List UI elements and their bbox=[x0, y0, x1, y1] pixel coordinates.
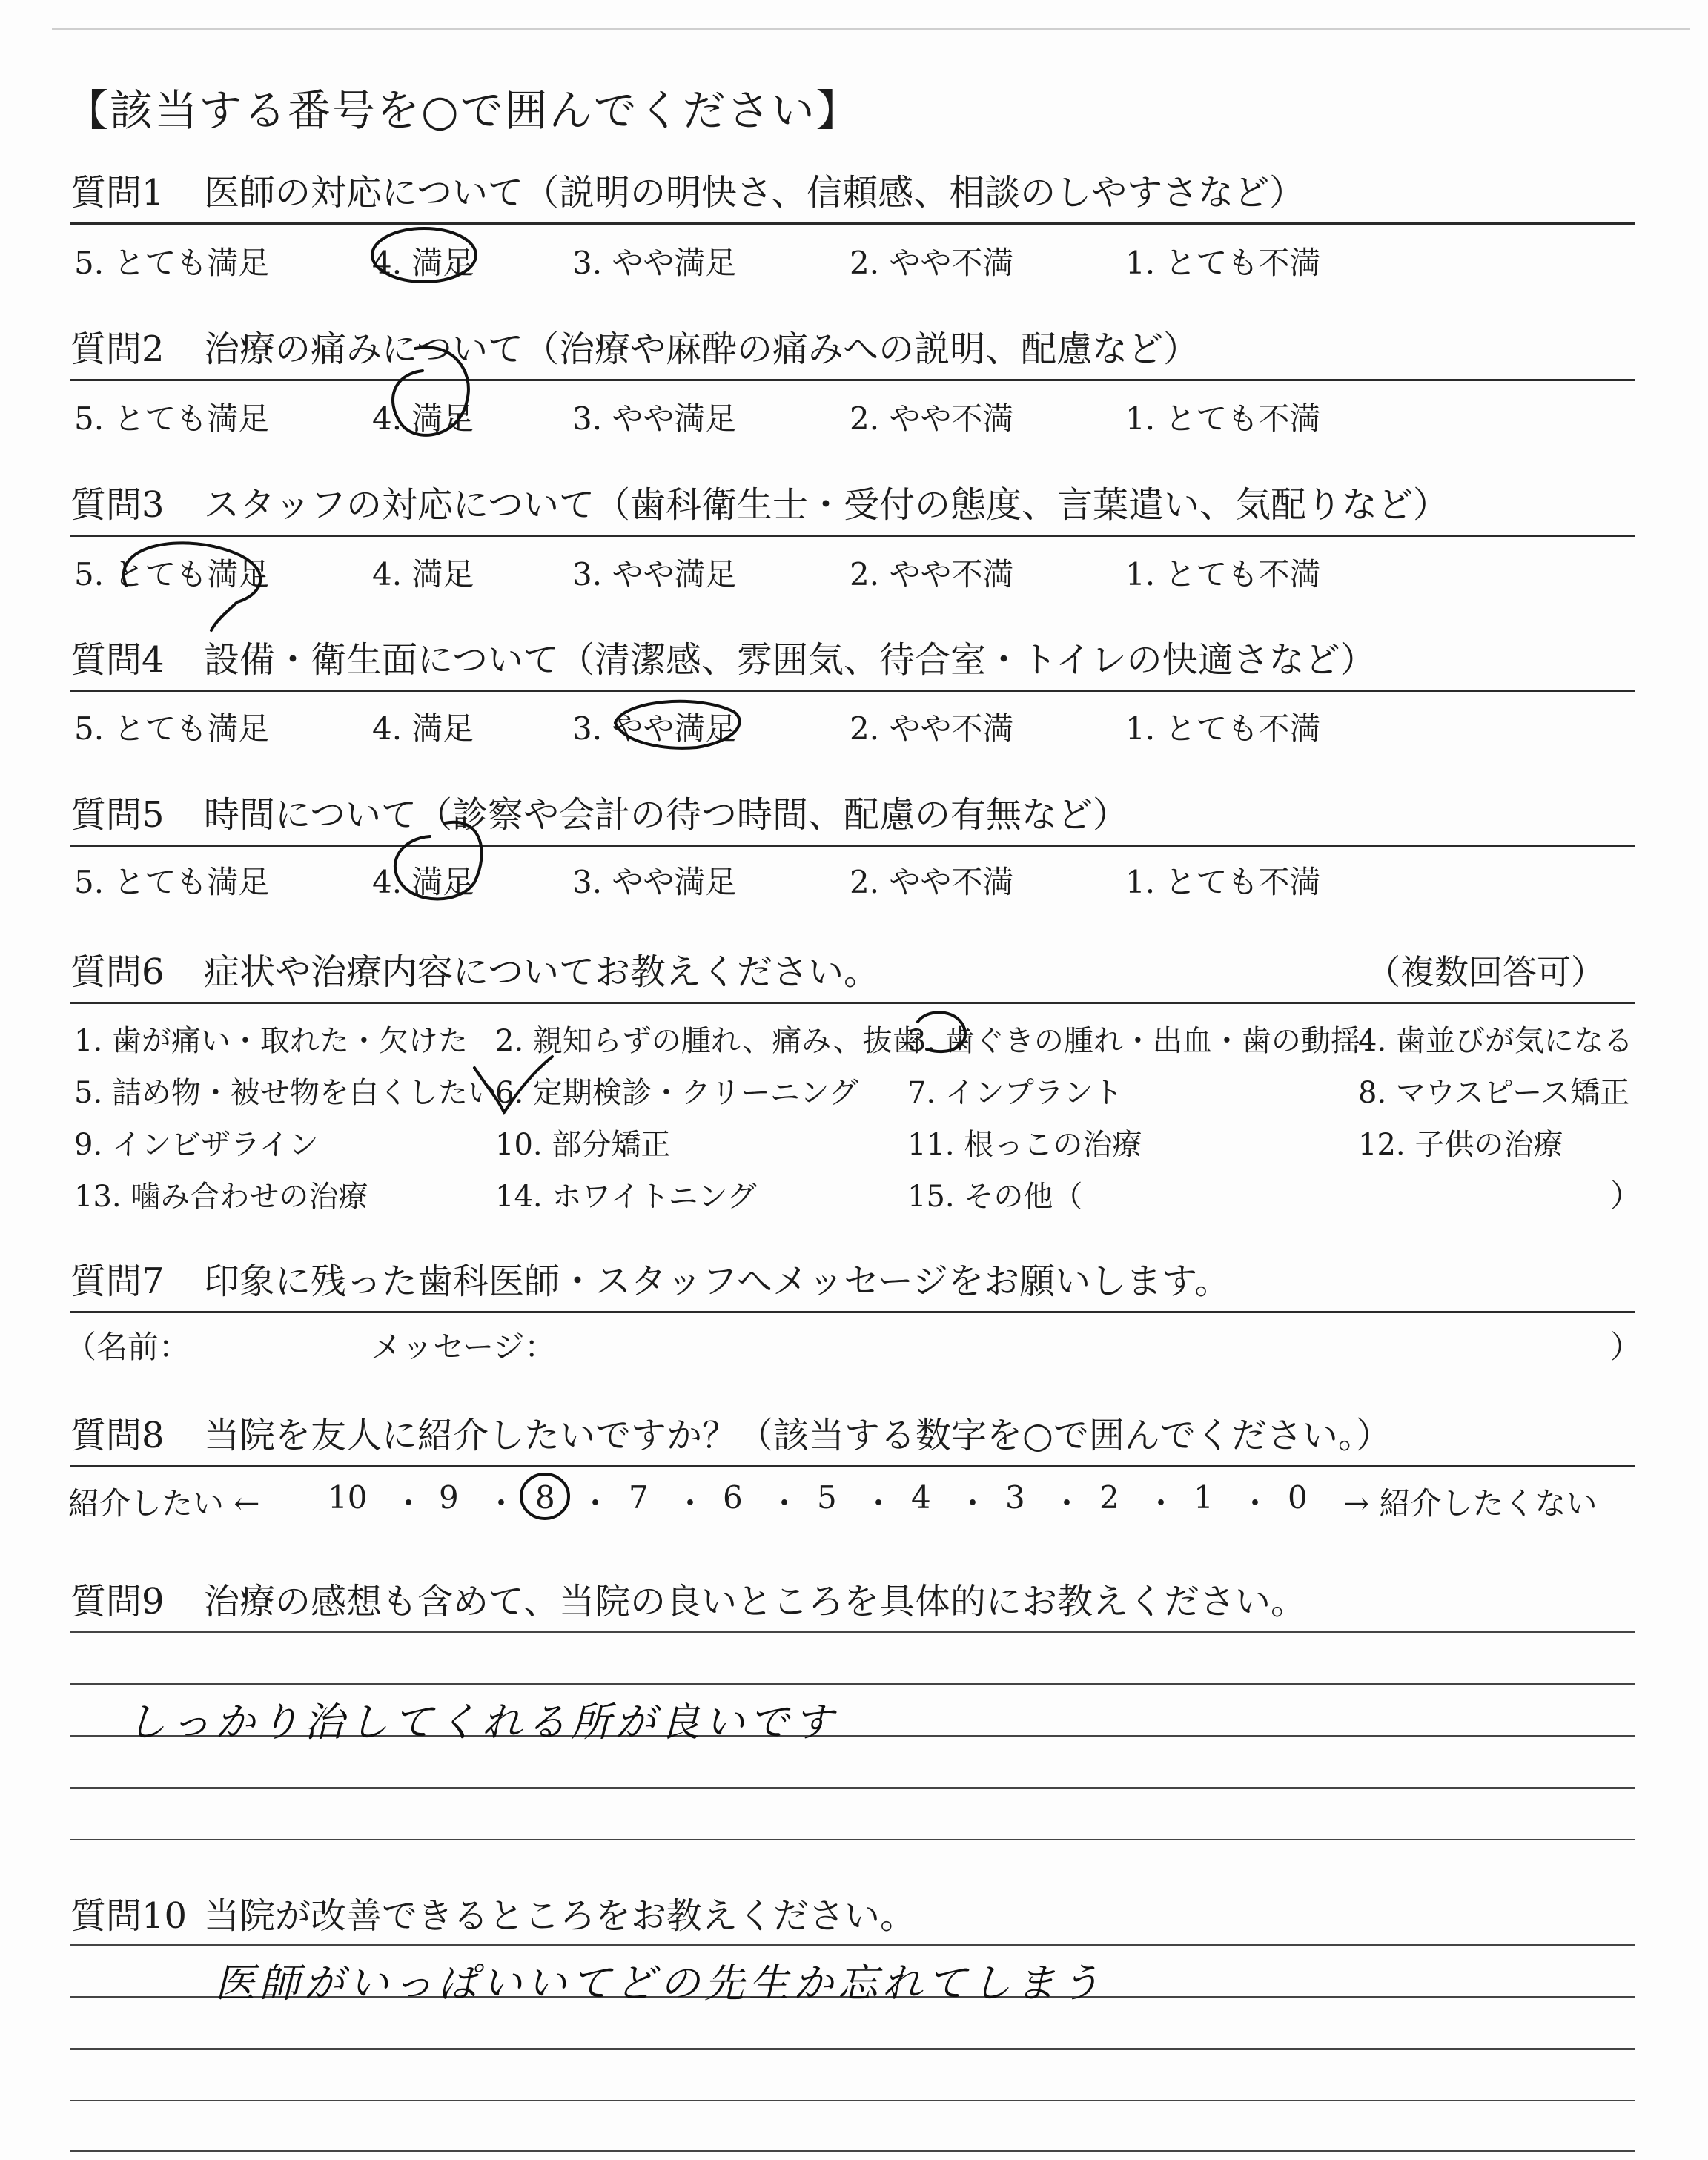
score-10[interactable]: 10 bbox=[328, 1479, 368, 1516]
score-4[interactable]: 4 bbox=[911, 1479, 931, 1516]
answer-rule bbox=[70, 1683, 1635, 1685]
q6-item-11[interactable]: 11. 根っこの治療 bbox=[907, 1128, 1142, 1162]
answer-rule bbox=[70, 2100, 1635, 2101]
q2-option-3[interactable]: 3. やや満足 bbox=[572, 400, 737, 437]
answer-rule bbox=[70, 1839, 1635, 1840]
recommend-right-label: → 紹介したくない bbox=[1343, 1485, 1598, 1522]
q6-item-1[interactable]: 1. 歯が痛い・取れた・欠けた bbox=[74, 1024, 468, 1058]
q1-option-5[interactable]: 5. とても満足 bbox=[74, 245, 270, 281]
q1-option-1[interactable]: 1. とても不満 bbox=[1125, 245, 1321, 281]
question-number: 質問9 bbox=[70, 1581, 165, 1622]
q7-name-label: （名前： bbox=[65, 1329, 191, 1365]
q6-item-3[interactable]: 3. 歯ぐきの腫れ・出血・歯の動揺 bbox=[907, 1024, 1360, 1058]
q1-option-2[interactable]: 2. やや不満 bbox=[850, 245, 1014, 281]
score-2[interactable]: 2 bbox=[1099, 1479, 1119, 1516]
q2-option-2[interactable]: 2. やや不満 bbox=[850, 400, 1014, 437]
q5-option-5[interactable]: 5. とても満足 bbox=[74, 864, 270, 900]
question-text: 症状や治療内容についてお教えください。 bbox=[204, 951, 880, 993]
question-10 bbox=[70, 1895, 1635, 1946]
q7-message-label: メッセージ： bbox=[371, 1329, 556, 1365]
q6-item-2[interactable]: 2. 親知らずの腫れ、痛み、抜歯 bbox=[495, 1024, 922, 1058]
q6-item-8[interactable]: 8. マウスピース矯正 bbox=[1358, 1076, 1630, 1110]
q6-item-7[interactable]: 7. インプラント bbox=[907, 1076, 1123, 1110]
question-text: 印象に残った歯科医師・スタッフへメッセージをお願いします。 bbox=[204, 1261, 1231, 1302]
score-separator: ・ bbox=[1051, 1485, 1083, 1522]
answer-rule bbox=[70, 1944, 1635, 1946]
score-5[interactable]: 5 bbox=[817, 1479, 837, 1516]
score-6[interactable]: 6 bbox=[723, 1479, 743, 1516]
q4-option-3[interactable]: 3. やや満足 bbox=[572, 710, 737, 747]
question-3 bbox=[70, 484, 1635, 537]
question-text: 設備・衛生面について（清潔感、雰囲気、待合室・トイレの快適さなど） bbox=[204, 639, 1376, 681]
q3-option-3[interactable]: 3. やや満足 bbox=[572, 556, 737, 592]
question-1 bbox=[70, 172, 1635, 225]
q7-close-paren: ） bbox=[1610, 1329, 1642, 1365]
q4-option-5[interactable]: 5. とても満足 bbox=[74, 710, 270, 747]
instruction-header: 【該当する番号を○で囲んでください】 bbox=[65, 85, 861, 136]
question-text: 時間について（診察や会計の待つ時間、配慮の有無など） bbox=[204, 794, 1129, 836]
score-separator: ・ bbox=[580, 1485, 612, 1522]
q4-option-1[interactable]: 1. とても不満 bbox=[1125, 710, 1321, 747]
q5-option-4[interactable]: 4. 満足 bbox=[372, 864, 474, 900]
q10-handwritten-answer[interactable]: 医師がいっぱいいてどの先生か忘れてしまう bbox=[215, 1960, 1105, 2007]
question-number: 質問6 bbox=[70, 951, 165, 993]
question-number: 質問4 bbox=[70, 639, 165, 681]
q6-other-close-paren: ） bbox=[1610, 1178, 1642, 1214]
question-text: スタッフの対応について（歯科衛生士・受付の態度、言葉遣い、気配りなど） bbox=[204, 484, 1449, 526]
question-number: 質問8 bbox=[70, 1415, 165, 1456]
q6-item-9[interactable]: 9. インビザライン bbox=[74, 1128, 319, 1162]
question-number: 質問5 bbox=[70, 794, 165, 836]
question-2 bbox=[70, 328, 1635, 381]
q2-option-4[interactable]: 4. 満足 bbox=[372, 400, 474, 437]
q1-option-3[interactable]: 3. やや満足 bbox=[572, 245, 737, 281]
q6-item-14[interactable]: 14. ホワイトニング bbox=[495, 1180, 757, 1214]
question-6 bbox=[70, 951, 1635, 1004]
score-9[interactable]: 9 bbox=[439, 1479, 459, 1516]
multiple-answers-note: （複数回答可） bbox=[1366, 952, 1605, 992]
score-8[interactable]: 8 bbox=[535, 1479, 555, 1516]
question-7 bbox=[70, 1261, 1635, 1313]
q4-option-4[interactable]: 4. 満足 bbox=[372, 710, 474, 747]
answer-rule bbox=[70, 2150, 1635, 2152]
score-separator: ・ bbox=[393, 1485, 425, 1522]
q6-item-5[interactable]: 5. 詰め物・被せ物を白くしたい bbox=[74, 1076, 497, 1110]
answer-rule bbox=[70, 1787, 1635, 1789]
question-9 bbox=[70, 1581, 1635, 1631]
q6-item-6[interactable]: 6. 定期検診・クリーニング bbox=[495, 1076, 859, 1110]
score-3[interactable]: 3 bbox=[1005, 1479, 1025, 1516]
q4-option-2[interactable]: 2. やや不満 bbox=[850, 710, 1014, 747]
score-separator: ・ bbox=[1145, 1485, 1177, 1522]
score-0[interactable]: 0 bbox=[1288, 1479, 1308, 1516]
score-separator: ・ bbox=[486, 1485, 517, 1522]
q1-option-4[interactable]: 4. 満足 bbox=[372, 245, 474, 281]
score-separator: ・ bbox=[957, 1485, 989, 1522]
q6-item-10[interactable]: 10. 部分矯正 bbox=[495, 1128, 671, 1162]
question-number: 質問3 bbox=[70, 484, 165, 526]
q3-option-2[interactable]: 2. やや不満 bbox=[850, 556, 1014, 592]
score-separator: ・ bbox=[863, 1485, 895, 1522]
score-separator: ・ bbox=[1239, 1485, 1271, 1522]
score-separator: ・ bbox=[769, 1485, 801, 1522]
q5-option-3[interactable]: 3. やや満足 bbox=[572, 864, 737, 900]
score-1[interactable]: 1 bbox=[1194, 1479, 1214, 1516]
q3-option-4[interactable]: 4. 満足 bbox=[372, 556, 474, 592]
question-number: 質問7 bbox=[70, 1261, 165, 1302]
q6-item-4[interactable]: 4. 歯並びが気になる bbox=[1358, 1024, 1633, 1058]
q3-option-5[interactable]: 5. とても満足 bbox=[74, 556, 270, 592]
question-text: 治療の感想も含めて、当院の良いところを具体的にお教えください。 bbox=[204, 1581, 1307, 1622]
question-text: 治療の痛みについて（治療や麻酔の痛みへの説明、配慮など） bbox=[204, 328, 1199, 370]
q6-item-15[interactable]: 15. その他（ bbox=[907, 1180, 1083, 1214]
recommend-left-label: 紹介したい ← bbox=[68, 1485, 260, 1522]
score-7[interactable]: 7 bbox=[629, 1479, 649, 1516]
question-text: 医師の対応について（説明の明快さ、信頼感、相談のしやすさなど） bbox=[204, 172, 1305, 214]
score-separator: ・ bbox=[675, 1485, 706, 1522]
question-number: 質問1 bbox=[70, 172, 165, 214]
scan-top-edge bbox=[52, 28, 1690, 30]
q3-option-1[interactable]: 1. とても不満 bbox=[1125, 556, 1321, 592]
question-5 bbox=[70, 794, 1635, 847]
answer-rule bbox=[70, 1631, 1635, 1633]
q6-item-13[interactable]: 13. 噛み合わせの治療 bbox=[74, 1180, 368, 1214]
q6-item-12[interactable]: 12. 子供の治療 bbox=[1358, 1128, 1563, 1162]
question-4 bbox=[70, 639, 1635, 692]
q5-option-2[interactable]: 2. やや不満 bbox=[850, 864, 1014, 900]
question-text: 当院を友人に紹介したいですか？（該当する数字を○で囲んでください。） bbox=[204, 1415, 1391, 1456]
question-number: 質問2 bbox=[70, 328, 165, 370]
q2-option-5[interactable]: 5. とても満足 bbox=[74, 400, 270, 437]
question-8 bbox=[70, 1415, 1635, 1467]
q5-option-1[interactable]: 1. とても不満 bbox=[1125, 864, 1321, 900]
answer-rule bbox=[70, 2048, 1635, 2050]
question-text: 当院が改善できるところをお教えください。 bbox=[204, 1895, 916, 1937]
question-number: 質問10 bbox=[70, 1895, 188, 1937]
q2-option-1[interactable]: 1. とても不満 bbox=[1125, 400, 1321, 437]
q9-handwritten-answer[interactable]: しっかり治してくれる所が良いです bbox=[126, 1699, 838, 1745]
